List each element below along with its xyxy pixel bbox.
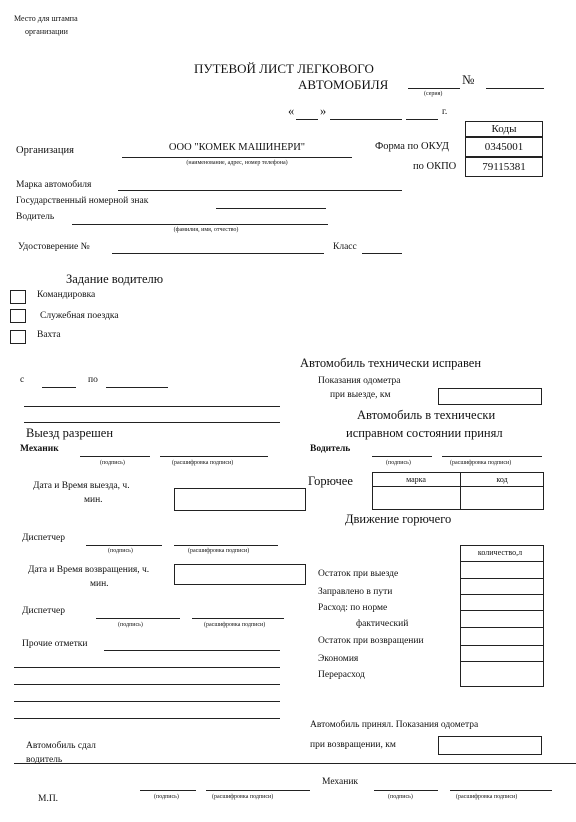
fuel-qty-row-line xyxy=(460,610,544,611)
okpo-value[interactable]: 79115381 xyxy=(465,157,543,177)
handed-label: Автомобиль сдал xyxy=(26,741,96,751)
dispatcher-label: Диспетчер xyxy=(22,533,65,543)
mechanic-sign-field[interactable] xyxy=(80,456,150,457)
month-field[interactable] xyxy=(330,119,402,120)
okud-label: Форма по ОКУД xyxy=(375,141,449,152)
dispatcher-sign-caption: (подпись) xyxy=(108,548,133,554)
mechanic-decode-field[interactable] xyxy=(160,456,268,457)
fuel-qty-cell[interactable] xyxy=(462,632,542,645)
plate-label: Государственный номерной знак xyxy=(16,196,149,206)
from-field[interactable] xyxy=(42,387,76,388)
fuel-row-label: Остаток при возвращении xyxy=(318,636,424,646)
other-notes-label: Прочие отметки xyxy=(22,639,88,649)
notes-line-1[interactable] xyxy=(104,650,280,651)
driver-final-sign-field[interactable] xyxy=(140,790,196,791)
fuel-label: Горючее xyxy=(308,474,353,488)
to-field[interactable] xyxy=(106,387,168,388)
dispatcher-sign-field[interactable] xyxy=(86,545,162,546)
quote-open: « xyxy=(288,104,295,118)
final-mechanic-label: Механик xyxy=(322,777,359,787)
okpo-label: по ОКПО xyxy=(413,161,457,172)
fuel-row-label: Расход: по норме xyxy=(318,603,388,613)
fuel-qty-cell[interactable] xyxy=(462,665,542,678)
handed-label-2: водитель xyxy=(26,755,63,765)
departure-datetime-label-2: мин. xyxy=(84,495,103,505)
stamp-place-label-2: организации xyxy=(25,27,68,36)
accepted-text: Автомобиль в технически xyxy=(357,408,496,422)
day-field[interactable] xyxy=(296,119,318,120)
mechanic-label: Механик xyxy=(20,444,59,454)
mechanic-final-sign-field[interactable] xyxy=(374,790,438,791)
notes-line-4[interactable] xyxy=(14,701,280,702)
fuel-qty-cell[interactable] xyxy=(462,614,542,627)
return-dispatcher-sign-field[interactable] xyxy=(96,618,180,619)
fuel-qty-cell[interactable] xyxy=(462,648,542,661)
org-label: Организация xyxy=(16,145,74,156)
number-field[interactable] xyxy=(486,88,544,89)
odometer-label: Показания одометра xyxy=(318,376,401,386)
to-label: по xyxy=(88,375,98,385)
tech-ok-text: Автомобиль технически исправен xyxy=(300,356,482,370)
return-dispatcher-sign-caption: (подпись) xyxy=(118,622,143,628)
stamp-place-label: Место для штампа xyxy=(14,14,78,23)
dispatcher-decode-field[interactable] xyxy=(174,545,278,546)
driver-sign-field[interactable] xyxy=(372,456,432,457)
business-trip-checkbox[interactable] xyxy=(10,290,26,304)
quote-close: » xyxy=(320,104,327,118)
return-dispatcher-decode-field[interactable] xyxy=(192,618,284,619)
driver-label: Водитель xyxy=(16,212,55,222)
return-datetime-box[interactable] xyxy=(174,564,306,585)
fuel-qty-cell[interactable] xyxy=(462,597,542,610)
fuel-qty-row-line xyxy=(460,578,544,579)
mechanic-final-sign-caption: (подпись) xyxy=(388,794,413,800)
fuel-row-label: Экономия xyxy=(318,654,359,664)
fuel-row-label: Заправлено в пути xyxy=(318,587,393,597)
driver-final-decode-field[interactable] xyxy=(206,790,310,791)
dispatcher-decode-caption: (расшифровка подписи) xyxy=(188,548,250,554)
fuel-brand-cell[interactable] xyxy=(374,488,458,508)
org-underline xyxy=(122,157,352,158)
fuel-row-label: Перерасход xyxy=(318,670,365,680)
driver-decode-caption: (расшифровка подписи) xyxy=(450,460,512,466)
odometer-label-2: при выезде, км xyxy=(330,390,391,400)
fuel-qty-cell[interactable] xyxy=(462,581,542,594)
notes-line-3[interactable] xyxy=(14,684,280,685)
task-line-1[interactable] xyxy=(24,406,280,407)
fuel-qty-header: количество,л xyxy=(477,548,523,557)
page-title: ПУТЕВОЙ ЛИСТ ЛЕГКОВОГО xyxy=(194,61,374,76)
fuel-qty-row-line xyxy=(460,594,544,595)
decode-caption: (расшифровка подписи) xyxy=(172,460,234,466)
codes-heading: Коды xyxy=(465,121,543,137)
class-field[interactable] xyxy=(362,253,402,254)
year-field[interactable] xyxy=(406,119,438,120)
fuel-code-header: код xyxy=(496,475,508,484)
task-heading: Задание водителю xyxy=(66,272,164,286)
driver-final-sign-caption: (подпись) xyxy=(154,794,179,800)
license-label: Удостоверение № xyxy=(18,242,90,252)
official-trip-checkbox[interactable] xyxy=(10,309,26,323)
fuel-movement-heading: Движение горючего xyxy=(345,512,452,526)
license-field[interactable] xyxy=(112,253,324,254)
fuel-row-label: Остаток при выезде xyxy=(318,569,399,579)
departure-allowed: Выезд разрешен xyxy=(26,426,114,440)
received-label: Автомобиль принял. Показания одометра xyxy=(310,720,479,730)
notes-line-5[interactable] xyxy=(14,718,280,719)
return-datetime-label-2: мин. xyxy=(90,579,109,589)
okud-value[interactable]: 0345001 xyxy=(465,137,543,157)
mp-label: М.П. xyxy=(38,794,59,804)
shift-checkbox[interactable] xyxy=(10,330,26,344)
official-trip-label: Служебная поездка xyxy=(40,311,119,321)
page-title-2: АВТОМОБИЛЯ xyxy=(298,77,389,92)
class-label: Класс xyxy=(333,242,357,252)
year-suffix: г. xyxy=(442,107,448,117)
odometer-departure-box[interactable] xyxy=(438,388,542,405)
org-caption: (наименование, адрес, номер телефона) xyxy=(186,160,288,166)
driver-final-decode-caption: (расшифровка подписи) xyxy=(212,794,274,800)
fuel-code-cell[interactable] xyxy=(462,488,542,508)
departure-datetime-label: Дата и Время выезда, ч. xyxy=(33,481,130,491)
shift-label: Вахта xyxy=(37,330,61,340)
driver-accept-label: Водитель xyxy=(310,444,351,454)
plate-field[interactable] xyxy=(216,208,326,209)
fuel-qty-header-line xyxy=(460,561,544,562)
return-datetime-label: Дата и Время возвращения, ч. xyxy=(28,565,150,575)
return-dispatcher-label: Диспетчер xyxy=(22,606,65,616)
accepted-text-2: исправном состоянии принял xyxy=(346,426,503,440)
task-line-2[interactable] xyxy=(24,422,280,423)
driver-field[interactable] xyxy=(72,224,328,225)
series-caption: (серия) xyxy=(424,91,443,97)
return-dispatcher-decode-caption: (расшифровка подписи) xyxy=(204,622,266,628)
fuel-qty-row-line xyxy=(460,645,544,646)
fuel-brand-header: марка xyxy=(406,475,426,484)
from-label: с xyxy=(20,375,25,385)
fuel-qty-row-line xyxy=(460,627,544,628)
received-label-2: при возвращении, км xyxy=(310,740,396,750)
driver-decode-field[interactable] xyxy=(442,456,542,457)
notes-line-2[interactable] xyxy=(14,667,280,668)
brand-field[interactable] xyxy=(118,190,402,191)
org-value[interactable]: ООО "КОМЕК МАШИНЕРИ" xyxy=(168,142,306,153)
brand-label: Марка автомобиля xyxy=(16,180,92,190)
odometer-return-box[interactable] xyxy=(438,736,542,755)
business-trip-label: Командировка xyxy=(37,290,96,300)
driver-sign-caption: (подпись) xyxy=(386,460,411,466)
series-field[interactable] xyxy=(408,88,460,89)
sign-caption: (подпись) xyxy=(100,460,125,466)
departure-datetime-box[interactable] xyxy=(174,488,306,511)
mechanic-final-decode-field[interactable] xyxy=(450,790,552,791)
fuel-row-label: фактический xyxy=(356,619,409,629)
fuel-table-divider xyxy=(372,486,544,487)
fuel-qty-cell[interactable] xyxy=(462,565,542,578)
number-sign: № xyxy=(462,72,475,87)
mechanic-final-decode-caption: (расшифровка подписи) xyxy=(456,794,518,800)
driver-caption: (фамилия, имя, отчество) xyxy=(173,227,239,233)
fuel-table-vdivider xyxy=(460,472,461,510)
fuel-qty-row-line xyxy=(460,661,544,662)
handover-line xyxy=(14,763,576,764)
